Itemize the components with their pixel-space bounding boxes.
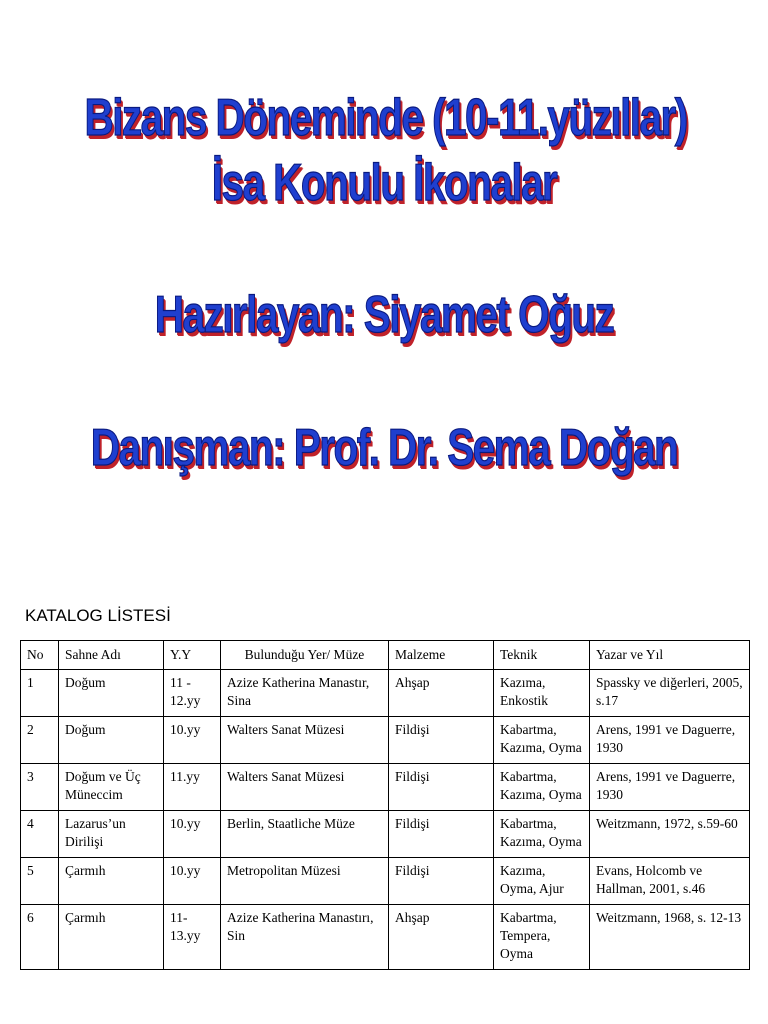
col-header-technique: Teknik [494, 641, 590, 670]
cell-location: Metropolitan Müzesi [221, 858, 389, 905]
cell-author: Weitzmann, 1968, s. 12-13 [590, 905, 750, 970]
cell-material: Ahşap [389, 670, 494, 717]
prepared-by: Hazırlayan: Siyamet Oğuz [154, 286, 614, 344]
table-row [21, 717, 750, 764]
cell-technique: Kabartma, Kazıma, Oyma [494, 811, 590, 858]
cell-no: 2 [21, 717, 59, 764]
cell-technique: Kazıma, Oyma, Ajur [494, 858, 590, 905]
cell-no: 3 [21, 764, 59, 811]
table-row [21, 905, 750, 970]
cell-century: 10.yy [164, 717, 221, 764]
col-header-no: No [21, 641, 59, 670]
cell-scene: Doğum [59, 670, 164, 717]
cell-century: 11- 13.yy [164, 905, 221, 970]
cell-century: 11 - 12.yy [164, 670, 221, 717]
table-row [21, 858, 750, 905]
cell-century: 10.yy [164, 811, 221, 858]
cell-no: 4 [21, 811, 59, 858]
title-line-1: Bizans Döneminde (10-11.yüzıllar) [84, 89, 687, 147]
cell-no: 6 [21, 905, 59, 970]
cell-material: Fildişi [389, 764, 494, 811]
cell-technique: Kabartma, Kazıma, Oyma [494, 764, 590, 811]
cell-material: Ahşap [389, 905, 494, 970]
col-header-author: Yazar ve Yıl [590, 641, 750, 670]
col-header-century: Y.Y [164, 641, 221, 670]
cell-author: Spassky ve diğerleri, 2005, s.17 [590, 670, 750, 717]
cell-material: Fildişi [389, 858, 494, 905]
catalog-table [20, 640, 750, 970]
cell-author: Evans, Holcomb ve Hallman, 2001, s.46 [590, 858, 750, 905]
cell-technique: Kabartma, Tempera, Oyma [494, 905, 590, 970]
cell-location: Walters Sanat Müzesi [221, 717, 389, 764]
table-row [21, 764, 750, 811]
table-row [21, 811, 750, 858]
cell-location: Berlin, Staatliche Müze [221, 811, 389, 858]
cell-technique: Kazıma, Enkostik [494, 670, 590, 717]
cell-scene: Çarmıh [59, 905, 164, 970]
table-row [21, 670, 750, 717]
cell-author: Arens, 1991 ve Daguerre, 1930 [590, 764, 750, 811]
cell-scene: Lazarus’un Dirilişi [59, 811, 164, 858]
cell-location: Azize Katherina Manastır, Sina [221, 670, 389, 717]
cell-author: Arens, 1991 ve Daguerre, 1930 [590, 717, 750, 764]
cell-author: Weitzmann, 1972, s.59-60 [590, 811, 750, 858]
cell-no: 5 [21, 858, 59, 905]
col-header-scene: Sahne Adı [59, 641, 164, 670]
cell-material: Fildişi [389, 811, 494, 858]
catalog-title: KATALOG LİSTESİ [25, 606, 171, 625]
cell-scene: Doğum [59, 717, 164, 764]
cell-no: 1 [21, 670, 59, 717]
cell-century: 10.yy [164, 858, 221, 905]
col-header-material: Malzeme [389, 641, 494, 670]
title-line-2: İsa Konulu İkonalar [211, 154, 557, 212]
cell-location: Azize Katherina Manastırı, Sin [221, 905, 389, 970]
cell-technique: Kabartma, Kazıma, Oyma [494, 717, 590, 764]
cell-material: Fildişi [389, 717, 494, 764]
cell-location: Walters Sanat Müzesi [221, 764, 389, 811]
col-header-location: Bulunduğu Yer/ Müze [221, 641, 389, 670]
table-header-row [21, 641, 750, 670]
advisor: Danışman: Prof. Dr. Sema Doğan [90, 419, 678, 477]
cell-century: 11.yy [164, 764, 221, 811]
cell-scene: Doğum ve Üç Müneccim [59, 764, 164, 811]
cell-scene: Çarmıh [59, 858, 164, 905]
